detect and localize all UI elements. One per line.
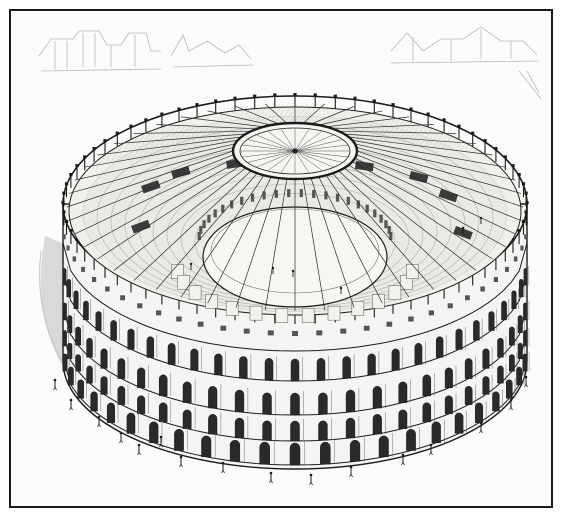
attic-window [505, 267, 509, 272]
attic-window [364, 326, 370, 331]
inner-arch [300, 189, 303, 197]
attic-window [244, 329, 250, 334]
arch-opening [107, 403, 115, 423]
arch-opening [445, 396, 453, 414]
inner-arch [287, 189, 290, 197]
arch-opening [483, 376, 490, 394]
arch-opening [346, 418, 355, 438]
attic-window [137, 303, 142, 308]
attic-window [92, 277, 96, 282]
person-figure [402, 454, 405, 465]
inner-arch [263, 191, 266, 199]
podium-block [406, 265, 418, 279]
podium-block [189, 286, 201, 300]
arch-opening [475, 403, 483, 423]
arch-opening [235, 418, 244, 438]
arch-opening [127, 413, 135, 433]
attic-window [156, 310, 161, 315]
arch-opening [111, 320, 117, 340]
arch-opening [263, 393, 272, 414]
arch-opening [63, 330, 67, 346]
arch-opening [498, 338, 504, 357]
attic-window [268, 330, 274, 335]
arch-opening [68, 343, 73, 359]
attic-window [220, 326, 226, 331]
arch-opening [68, 367, 73, 385]
attic-window [292, 331, 298, 336]
person-figure [510, 399, 513, 410]
arch-opening [523, 330, 527, 346]
arch-opening [101, 376, 108, 394]
attic-window [340, 329, 346, 334]
inner-arch [384, 220, 387, 228]
arch-opening [350, 440, 360, 461]
arch-opening [67, 279, 71, 297]
attic-window [198, 322, 204, 327]
arch-opening [523, 303, 527, 320]
arch-opening [406, 429, 415, 450]
arch-opening [263, 421, 272, 440]
attic-window [105, 287, 110, 292]
arch-opening [63, 303, 67, 320]
inner-arch [275, 190, 278, 198]
arch-opening [373, 386, 382, 408]
inner-arch [203, 220, 206, 228]
inner-arch [199, 226, 202, 234]
inner-arch [214, 209, 217, 217]
arch-opening [174, 429, 183, 450]
arch-opening [183, 410, 191, 429]
person-figure [525, 376, 528, 387]
arch-opening [368, 354, 376, 375]
arch-opening [128, 329, 135, 349]
attic-window [316, 330, 322, 335]
arch-opening [235, 390, 244, 412]
arch-opening [202, 436, 212, 457]
inner-arch [380, 215, 383, 223]
arch-opening [215, 354, 223, 375]
arch-opening [291, 359, 299, 381]
attic-window [429, 310, 434, 315]
colosseum-illustration [11, 11, 551, 506]
attic-window [514, 256, 518, 261]
background-city-sketch [39, 27, 541, 99]
inner-arch [373, 209, 376, 217]
arch-opening [455, 413, 463, 433]
arch-opening [519, 279, 523, 297]
arch-opening [87, 366, 93, 383]
inner-arch [251, 194, 254, 202]
arch-opening [512, 291, 517, 309]
podium-block [302, 309, 314, 323]
arch-opening [483, 349, 490, 369]
attic-window [494, 277, 498, 282]
arch-opening [208, 386, 217, 408]
arch-opening [423, 403, 431, 422]
arch-opening [509, 327, 514, 345]
attic-window [120, 295, 125, 300]
arch-opening [76, 327, 81, 345]
podium-block [276, 309, 288, 323]
arch-opening [399, 410, 407, 429]
person-figure [98, 416, 101, 427]
arch-opening [91, 392, 98, 411]
person-figure [180, 456, 183, 467]
person-figure [54, 379, 57, 390]
arch-opening [399, 382, 407, 403]
attic-window [73, 256, 77, 261]
person-figure [270, 472, 273, 483]
arch-opening [291, 393, 300, 415]
arch-opening [432, 422, 441, 443]
arch-opening [493, 392, 500, 411]
arch-opening [436, 337, 443, 358]
podium-block [328, 306, 340, 320]
person-figure [310, 474, 313, 485]
arch-opening [392, 349, 400, 370]
attic-window [63, 234, 66, 239]
arch-opening [498, 366, 504, 383]
attic-window [524, 234, 527, 239]
arch-opening [87, 338, 93, 357]
arch-opening [456, 329, 463, 349]
attic-window [176, 317, 182, 322]
arch-opening [101, 349, 108, 369]
attic-window [81, 267, 85, 272]
arch-opening [423, 375, 431, 396]
arch-opening [445, 368, 453, 388]
person-figure [350, 466, 353, 477]
attic-window [448, 303, 453, 308]
arch-opening [465, 358, 472, 378]
inner-arch [312, 190, 315, 198]
arch-opening [260, 442, 270, 464]
arch-opening [230, 440, 240, 461]
arch-opening [183, 382, 191, 403]
podium-block [389, 286, 401, 300]
arch-opening [208, 414, 217, 434]
person-figure [70, 399, 73, 410]
arch-opening [523, 354, 527, 371]
person-figure [222, 462, 225, 473]
arch-opening [343, 356, 351, 378]
arch-opening [509, 354, 514, 371]
arch-opening [118, 386, 125, 404]
attic-window [387, 322, 393, 327]
person-figure [138, 444, 141, 455]
arch-opening [489, 312, 495, 331]
person-figure [480, 422, 483, 433]
arch-opening [83, 301, 88, 320]
arch-opening [239, 356, 247, 378]
arch-opening [147, 337, 154, 358]
podium-block [250, 306, 262, 320]
arch-opening [319, 393, 328, 414]
arch-opening [320, 442, 330, 464]
podium-block [226, 301, 238, 315]
attic-window [480, 287, 485, 292]
arch-opening [291, 421, 300, 441]
arch-opening [473, 320, 479, 340]
arch-opening [191, 349, 199, 370]
podium-block [206, 294, 218, 308]
arch-opening [379, 436, 389, 457]
arch-opening [149, 422, 158, 443]
inner-arch [347, 197, 350, 205]
arch-opening [524, 268, 527, 285]
attic-window [408, 317, 414, 322]
arch-opening [317, 358, 325, 380]
arch-opening [159, 375, 167, 396]
arch-opening [415, 343, 422, 364]
arch-opening [159, 403, 167, 422]
inner-arch [324, 191, 327, 199]
arch-opening [518, 315, 523, 332]
person-figure [120, 432, 123, 443]
inner-arch [336, 194, 339, 202]
arch-opening [506, 380, 512, 399]
attic-window [465, 295, 470, 300]
arch-opening [63, 268, 66, 285]
arch-opening [265, 358, 273, 380]
arch-opening [502, 301, 507, 320]
arch-opening [465, 386, 472, 404]
arch-opening [76, 355, 81, 372]
arch-opening [518, 343, 523, 359]
arch-opening [63, 354, 67, 371]
arch-opening [517, 367, 522, 385]
inner-arch [207, 215, 210, 223]
arch-opening [96, 312, 102, 331]
illustration-frame [9, 9, 553, 508]
arch-opening [373, 414, 382, 434]
arch-opening [290, 443, 300, 465]
arch-opening [168, 343, 175, 364]
arch-opening [78, 380, 84, 399]
attic-window [520, 246, 523, 251]
inner-arch [240, 197, 243, 205]
attic-window [67, 246, 70, 251]
arch-opening [346, 390, 355, 412]
arch-opening [118, 358, 125, 378]
arch-opening [74, 291, 79, 309]
arch-opening [137, 368, 145, 388]
arch-opening [319, 421, 328, 440]
podium-block [372, 294, 384, 308]
podium-block [352, 301, 364, 315]
